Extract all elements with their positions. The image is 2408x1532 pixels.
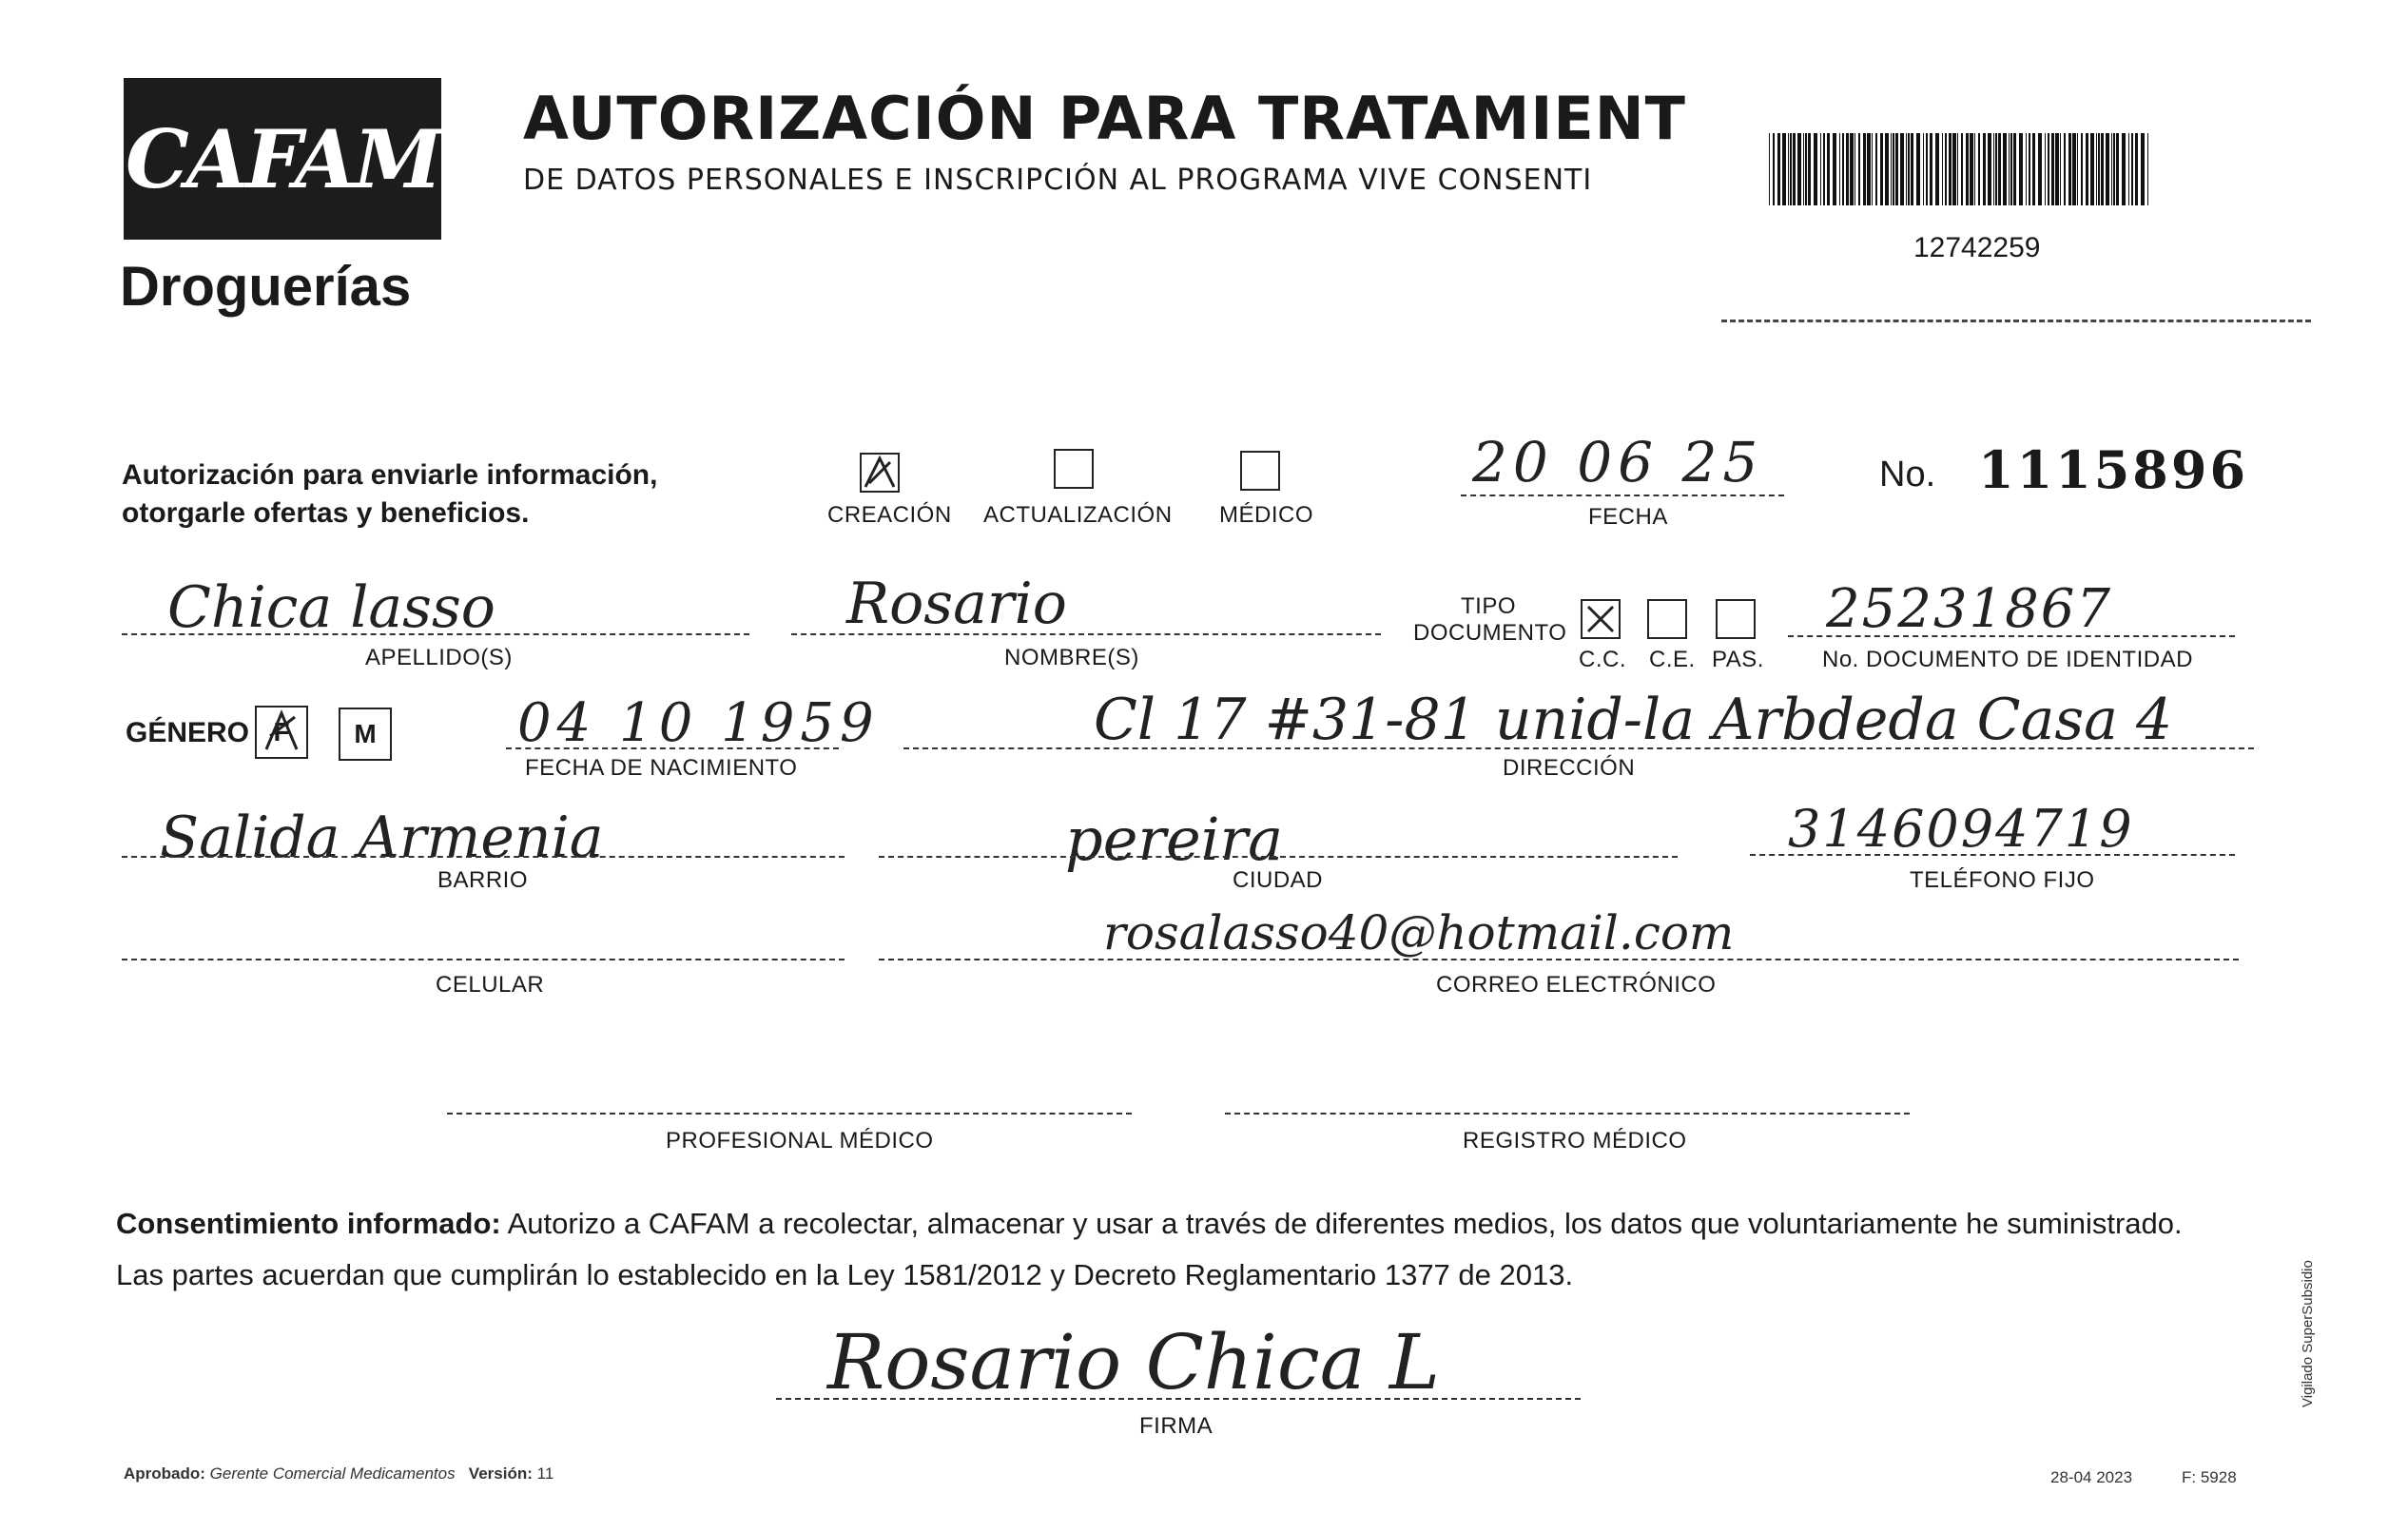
barcode-bar — [1867, 133, 1871, 205]
ciudad-line — [879, 856, 1678, 858]
barcode-bar — [1916, 133, 1920, 205]
barcode-bar — [1827, 133, 1830, 205]
documento-line — [1788, 635, 2235, 637]
barcode-bar — [2010, 133, 2012, 205]
genero-f-label: F — [273, 717, 290, 747]
telefono-line — [1750, 854, 2235, 856]
brand-subtitle: Droguerías — [120, 256, 412, 318]
barcode-bar — [1945, 133, 1947, 205]
barcode-bar — [2086, 133, 2088, 205]
genero-f-checkbox[interactable] — [255, 706, 308, 759]
barcode-bar — [2003, 133, 2007, 205]
barcode-bar — [1983, 133, 1986, 205]
logo-text: CAFAM — [126, 111, 439, 206]
barcode-bar — [1782, 133, 1786, 205]
barcode-bar — [2045, 133, 2046, 205]
barcode-bar — [2116, 133, 2119, 205]
barcode-bar — [1993, 133, 1994, 205]
pas-label: PAS. — [1712, 647, 1764, 672]
apellidos-value[interactable]: Chica lasso — [167, 574, 495, 641]
barcode-bar — [1797, 133, 1801, 205]
barcode-bar — [1957, 133, 1958, 205]
fecha-nacimiento-line — [506, 747, 839, 749]
authorization-intro — [122, 456, 657, 533]
consent-heading: Consentimiento informado: — [116, 1207, 501, 1240]
footer-approval — [124, 1464, 553, 1484]
barcode-bar — [2064, 133, 2066, 205]
signature-line — [776, 1398, 1581, 1400]
barcode-bar — [1880, 133, 1883, 205]
signature-label: FIRMA — [1139, 1413, 1214, 1439]
barcode-bar — [1773, 133, 1775, 205]
barcode-bar — [1995, 133, 1997, 205]
barcode-bar — [2048, 133, 2049, 205]
apellidos-label: APELLIDO(S) — [365, 645, 513, 670]
barcode-bar — [1875, 133, 1877, 205]
medico-label: MÉDICO — [1219, 502, 1313, 528]
barcode-bar — [2019, 133, 2023, 205]
barcode-bar — [1949, 133, 1952, 205]
barcode-bar — [1803, 133, 1804, 205]
barcode-bar — [2026, 133, 2027, 205]
barcode-bar — [1863, 133, 1866, 205]
barcode-bar — [1839, 133, 1840, 205]
genero-m-checkbox[interactable] — [339, 708, 392, 761]
cafam-logo — [124, 78, 441, 240]
barrio-value[interactable]: Salida Armenia — [160, 805, 604, 871]
barcode-bar — [2131, 133, 2133, 205]
telefono-value[interactable]: 3146094719 — [1788, 799, 2134, 859]
direccion-label: DIRECCIÓN — [1503, 755, 1636, 781]
barcode-bar — [1885, 133, 1889, 205]
tipo-documento-label-1: TIPO — [1461, 593, 1517, 619]
pas-checkbox[interactable] — [1716, 599, 1756, 639]
barcode-bar — [1988, 133, 1991, 205]
barcode-bar — [1842, 133, 1844, 205]
barcode-bar — [1961, 133, 1963, 205]
barrio-line — [122, 856, 845, 858]
version-value: 11 — [536, 1464, 554, 1483]
barcode-bar — [2096, 133, 2097, 205]
ce-label: C.E. — [1649, 647, 1696, 672]
header-dash-line — [1721, 320, 2311, 322]
medico-checkbox[interactable] — [1240, 451, 1280, 491]
barcode-bar — [1998, 133, 2001, 205]
nombres-value[interactable]: Rosario — [846, 571, 1067, 637]
barcode-bar — [1970, 133, 1973, 205]
form-number-label: No. — [1879, 455, 1936, 495]
barcode-bar — [1808, 133, 1811, 205]
creacion-label: CREACIÓN — [827, 502, 952, 528]
barcode-bar — [2111, 133, 2112, 205]
ce-checkbox[interactable] — [1647, 599, 1687, 639]
profesional-label: PROFESIONAL MÉDICO — [666, 1128, 934, 1154]
barcode-bar — [1926, 133, 1928, 205]
barcode-bar — [1942, 133, 1943, 205]
genero-m-label: M — [354, 719, 377, 748]
correo-line — [879, 959, 2239, 960]
side-vigilado-text: Vigilado SuperSubsidio — [2300, 1260, 2316, 1407]
genero-label: GÉNERO — [126, 717, 250, 748]
barcode-bar — [1872, 133, 1873, 205]
aprobado-value: Gerente Comercial Medicamentos — [209, 1464, 456, 1483]
barcode — [1769, 133, 2151, 205]
fecha-nacimiento-value[interactable]: 04 10 1959 — [517, 692, 880, 754]
barcode-bar — [1823, 133, 1825, 205]
celular-label: CELULAR — [436, 972, 545, 998]
barcode-bar — [1777, 133, 1780, 205]
barcode-bar — [1895, 133, 1898, 205]
barcode-bar — [2060, 133, 2061, 205]
direccion-line — [903, 747, 2254, 749]
version-label: Versión: — [468, 1464, 533, 1483]
barcode-bar — [1952, 133, 1956, 205]
creacion-checkbox[interactable] — [860, 453, 900, 493]
ciudad-value[interactable]: pereira — [1065, 805, 1284, 874]
barcode-bar — [2029, 133, 2030, 205]
barrio-label: BARRIO — [437, 867, 529, 893]
check-mark-icon — [257, 708, 306, 757]
footer-date: 28-04 2023 — [2050, 1468, 2133, 1486]
barcode-bar — [1966, 133, 1969, 205]
barcode-bar — [1788, 133, 1789, 205]
fecha-value[interactable]: 20 06 25 — [1472, 430, 1764, 495]
barcode-bar — [2013, 133, 2016, 205]
consent-paragraph — [116, 1198, 2265, 1301]
barcode-bar — [1858, 133, 1860, 205]
documento-label: No. DOCUMENTO DE IDENTIDAD — [1822, 647, 2193, 672]
cc-label: C.C. — [1579, 647, 1626, 672]
check-mark-icon — [862, 455, 898, 491]
barcode-bar — [1850, 133, 1854, 205]
barcode-bar — [1833, 133, 1836, 205]
barcode-bar — [2141, 133, 2145, 205]
barcode-number: 12742259 — [1913, 232, 2041, 263]
barcode-bar — [1974, 133, 1975, 205]
footer-form-code: F: 5928 — [2182, 1468, 2237, 1486]
barcode-bar — [1978, 133, 1980, 205]
correo-value[interactable]: rosalasso40@hotmail.com — [1103, 905, 1735, 960]
actualizacion-label: ACTUALIZACIÓN — [983, 502, 1173, 528]
barcode-bar — [2122, 133, 2126, 205]
document-title: AUTORIZACIÓN PARA TRATAMIENT — [523, 84, 1686, 153]
cc-checkbox[interactable] — [1581, 599, 1621, 639]
barcode-bar — [2051, 133, 2054, 205]
nombres-label: NOMBRE(S) — [1004, 645, 1139, 670]
correo-label: CORREO ELECTRÓNICO — [1436, 972, 1717, 998]
barcode-bar — [1935, 133, 1939, 205]
barcode-bar — [1930, 133, 1932, 205]
telefono-label: TELÉFONO FIJO — [1910, 867, 2095, 893]
barcode-bar — [2106, 133, 2109, 205]
barcode-bar — [2113, 133, 2115, 205]
consent-text-1: Autorizo a CAFAM a recolectar, almacenar y usar a través de diferentes medios, los datos que voluntariamente he suministrado. — [500, 1207, 2183, 1240]
barcode-bar — [1908, 133, 1910, 205]
barcode-bar — [2055, 133, 2059, 205]
registro-label: REGISTRO MÉDICO — [1463, 1128, 1687, 1154]
apellidos-line — [122, 633, 749, 635]
ciudad-label: CIUDAD — [1233, 867, 1324, 893]
intro-line-1: Autorización para enviarle información, — [122, 459, 658, 491]
registro-line — [1225, 1113, 1910, 1115]
document-subtitle: DE DATOS PERSONALES E INSCRIPCIÓN AL PROGRAMA VIVE CONSENTI — [523, 164, 1593, 197]
barcode-bar — [2009, 133, 2010, 205]
barcode-bar — [1923, 133, 1924, 205]
fecha-nacimiento-label: FECHA DE NACIMIENTO — [525, 755, 798, 781]
barcode-bar — [2032, 133, 2035, 205]
fecha-label: FECHA — [1588, 504, 1668, 530]
barcode-bar — [2038, 133, 2042, 205]
documento-value[interactable]: 25231867 — [1826, 578, 2113, 640]
barcode-bar — [1891, 133, 1892, 205]
barcode-bar — [2101, 133, 2104, 205]
nombres-line — [791, 633, 1381, 635]
barcode-bar — [1820, 133, 1821, 205]
celular-line — [122, 959, 845, 960]
direccion-value[interactable]: Cl 17 #31-81 unid-la Arbdeda Casa 4 — [1094, 687, 2173, 753]
consent-text-2: Las partes acuerdan que cumplirán lo establecido en la Ley 1581/2012 y Decreto Reglamentario 1377 de 2013. — [116, 1258, 1574, 1291]
aprobado-label: Aprobado: — [124, 1464, 205, 1483]
barcode-bar — [1900, 133, 1904, 205]
barcode-bar — [2090, 133, 2094, 205]
barcode-bar — [1790, 133, 1792, 205]
form-number-value: 1115896 — [1978, 439, 2249, 500]
intro-line-2: otorgarle ofertas y beneficios. — [122, 497, 530, 529]
barcode-bar — [1805, 133, 1807, 205]
barcode-bar — [2068, 133, 2071, 205]
barcode-bar — [2135, 133, 2138, 205]
barcode-bar — [2128, 133, 2129, 205]
barcode-bar — [1893, 133, 1894, 205]
signature-value[interactable]: Rosario Chica L — [827, 1318, 1440, 1406]
barcode-bar — [1906, 133, 1907, 205]
barcode-bar — [2081, 133, 2083, 205]
check-mark-icon — [1583, 601, 1619, 637]
barcode-bar — [1846, 133, 1849, 205]
barcode-bar — [1769, 133, 1770, 205]
barcode-bar — [2077, 133, 2078, 205]
barcode-bar — [1911, 133, 1913, 205]
actualizacion-checkbox[interactable] — [1054, 449, 1094, 489]
barcode-bar — [2098, 133, 2100, 205]
barcode-bar — [2072, 133, 2076, 205]
profesional-line — [447, 1113, 1132, 1115]
barcode-bar — [1814, 133, 1817, 205]
barcode-bar — [1793, 133, 1796, 205]
tipo-documento-label-2: DOCUMENTO — [1413, 620, 1567, 646]
fecha-line — [1461, 495, 1784, 496]
barcode-bar — [2147, 133, 2148, 205]
